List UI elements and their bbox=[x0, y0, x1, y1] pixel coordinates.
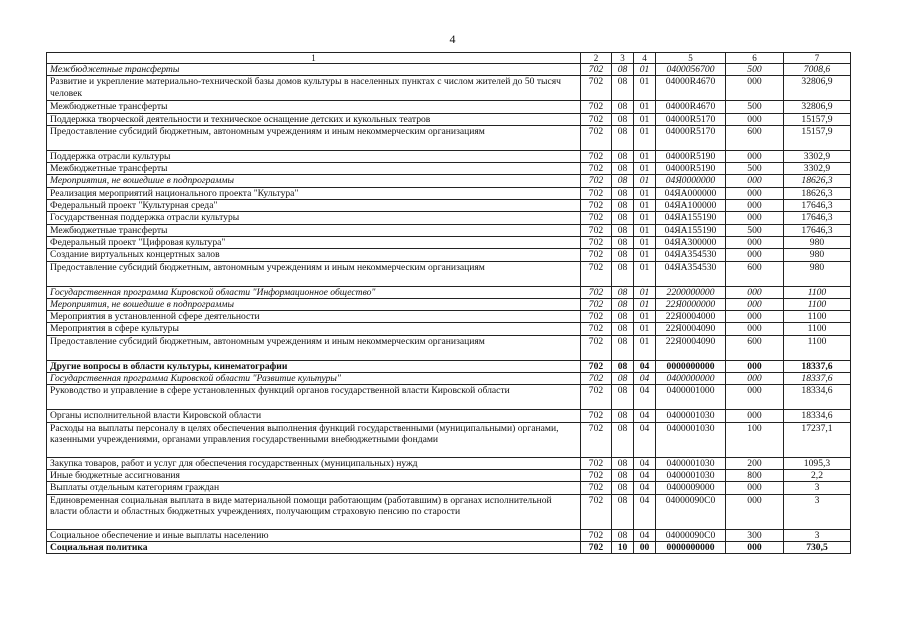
row-code-expense-type: 000 bbox=[726, 76, 784, 101]
column-header: 6 bbox=[726, 53, 784, 64]
row-name: Закупка товаров, работ и услуг для обеспечения государственных (муниципальных) нужд bbox=[47, 457, 581, 469]
row-code-expense-type: 000 bbox=[726, 200, 784, 212]
row-amount: 1100 bbox=[784, 311, 851, 323]
row-code-target: 04000090С0 bbox=[656, 494, 726, 529]
table-row bbox=[47, 76, 851, 101]
row-code-subsection: 04 bbox=[634, 385, 656, 410]
row-code-section: 08 bbox=[612, 261, 634, 286]
row-code-target: 0400000000 bbox=[656, 373, 726, 385]
row-code-subsection: 01 bbox=[634, 212, 656, 224]
row-code-section: 08 bbox=[612, 125, 634, 150]
table-row bbox=[47, 101, 851, 113]
row-code-ministry: 702 bbox=[581, 529, 612, 541]
table-row bbox=[47, 163, 851, 175]
table-row bbox=[47, 422, 851, 457]
table-row bbox=[47, 494, 851, 529]
row-code-subsection: 04 bbox=[634, 529, 656, 541]
row-amount: 980 bbox=[784, 236, 851, 248]
row-name: Реализация мероприятий национального проекта "Культура" bbox=[47, 187, 581, 199]
row-name: Создание виртуальных концертных залов bbox=[47, 249, 581, 261]
row-code-ministry: 702 bbox=[581, 200, 612, 212]
row-code-expense-type: 000 bbox=[726, 249, 784, 261]
row-code-subsection: 01 bbox=[634, 224, 656, 236]
row-code-section: 08 bbox=[612, 249, 634, 261]
row-code-subsection: 01 bbox=[634, 200, 656, 212]
row-code-section: 08 bbox=[612, 323, 634, 335]
table-row bbox=[47, 298, 851, 310]
row-code-subsection: 01 bbox=[634, 163, 656, 175]
table-row bbox=[47, 335, 851, 360]
row-code-section: 08 bbox=[612, 187, 634, 199]
row-code-target: 04ЯA354530 bbox=[656, 249, 726, 261]
row-code-ministry: 702 bbox=[581, 64, 612, 76]
row-name: Государственная поддержка отрасли культуры bbox=[47, 212, 581, 224]
row-name: Государственная программа Кировской области "Информационное общество" bbox=[47, 286, 581, 298]
table-row bbox=[47, 261, 851, 286]
row-code-section: 08 bbox=[612, 494, 634, 529]
row-code-target: 0000000000 bbox=[656, 541, 726, 553]
row-code-ministry: 702 bbox=[581, 150, 612, 162]
column-header: 4 bbox=[634, 53, 656, 64]
row-name: Поддержка отрасли культуры bbox=[47, 150, 581, 162]
row-amount: 3 bbox=[784, 482, 851, 494]
table-row bbox=[47, 236, 851, 248]
row-code-section: 08 bbox=[612, 101, 634, 113]
row-amount: 17646,3 bbox=[784, 224, 851, 236]
row-amount: 32806,9 bbox=[784, 101, 851, 113]
row-code-expense-type: 200 bbox=[726, 457, 784, 469]
row-name: Межбюджетные трансферты bbox=[47, 224, 581, 236]
row-amount: 18337,6 bbox=[784, 360, 851, 372]
table-row bbox=[47, 385, 851, 410]
row-code-target: 0000000000 bbox=[656, 360, 726, 372]
row-code-section: 08 bbox=[612, 385, 634, 410]
table-row bbox=[47, 150, 851, 162]
table-row bbox=[47, 469, 851, 481]
row-code-ministry: 702 bbox=[581, 457, 612, 469]
row-name: Мероприятия в сфере культуры bbox=[47, 323, 581, 335]
row-code-subsection: 01 bbox=[634, 175, 656, 187]
row-code-section: 08 bbox=[612, 224, 634, 236]
row-code-expense-type: 000 bbox=[726, 494, 784, 529]
row-code-ministry: 702 bbox=[581, 113, 612, 125]
row-code-target: 04ЯA155190 bbox=[656, 224, 726, 236]
table-row bbox=[47, 187, 851, 199]
row-name: Руководство и управление в сфере установленных функций органов государственной власти Кировской области bbox=[47, 385, 581, 410]
row-code-ministry: 702 bbox=[581, 311, 612, 323]
table-row bbox=[47, 457, 851, 469]
row-code-expense-type: 000 bbox=[726, 212, 784, 224]
row-code-section: 08 bbox=[612, 298, 634, 310]
row-name: Мероприятия, не вошедшие в подпрограммы bbox=[47, 298, 581, 310]
row-name: Социальная политика bbox=[47, 541, 581, 553]
row-code-expense-type: 600 bbox=[726, 335, 784, 360]
row-code-target: 04000R4670 bbox=[656, 76, 726, 101]
row-name: Другие вопросы в области культуры, кинематографии bbox=[47, 360, 581, 372]
row-name: Мероприятия в установленной сфере деятельности bbox=[47, 311, 581, 323]
row-code-section: 08 bbox=[612, 422, 634, 457]
row-code-target: 22Я0004000 bbox=[656, 311, 726, 323]
row-code-section: 08 bbox=[612, 311, 634, 323]
row-code-expense-type: 300 bbox=[726, 529, 784, 541]
row-amount: 17237,1 bbox=[784, 422, 851, 457]
table-row bbox=[47, 373, 851, 385]
table-row bbox=[47, 249, 851, 261]
row-amount: 7008,6 bbox=[784, 64, 851, 76]
row-code-target: 0400001030 bbox=[656, 422, 726, 457]
row-name: Развитие и укрепление материально-технической базы домов культуры в населенных пунктах с числом жителей до 50 тысяч человек bbox=[47, 76, 581, 101]
row-code-section: 08 bbox=[612, 163, 634, 175]
row-code-ministry: 702 bbox=[581, 482, 612, 494]
row-code-subsection: 01 bbox=[634, 261, 656, 286]
row-code-target: 0400001000 bbox=[656, 385, 726, 410]
row-code-section: 08 bbox=[612, 529, 634, 541]
row-code-section: 08 bbox=[612, 410, 634, 422]
row-amount: 3 bbox=[784, 529, 851, 541]
row-code-expense-type: 800 bbox=[726, 469, 784, 481]
table-row bbox=[47, 410, 851, 422]
row-code-ministry: 702 bbox=[581, 422, 612, 457]
row-amount: 15157,9 bbox=[784, 125, 851, 150]
row-code-ministry: 702 bbox=[581, 360, 612, 372]
table-row bbox=[47, 200, 851, 212]
column-header: 3 bbox=[612, 53, 634, 64]
row-code-subsection: 01 bbox=[634, 311, 656, 323]
row-amount: 3302,9 bbox=[784, 163, 851, 175]
table-row bbox=[47, 360, 851, 372]
row-code-section: 08 bbox=[612, 64, 634, 76]
row-amount: 1100 bbox=[784, 323, 851, 335]
row-code-section: 08 bbox=[612, 286, 634, 298]
table-row bbox=[47, 125, 851, 150]
row-name: Предоставление субсидий бюджетным, автономным учреждениям и иным некоммерческим организациям bbox=[47, 335, 581, 360]
budget-table bbox=[46, 52, 851, 554]
row-code-ministry: 702 bbox=[581, 410, 612, 422]
row-amount: 18334,6 bbox=[784, 410, 851, 422]
row-code-section: 08 bbox=[612, 360, 634, 372]
row-name: Предоставление субсидий бюджетным, автономным учреждениям и иным некоммерческим организациям bbox=[47, 125, 581, 150]
row-code-subsection: 01 bbox=[634, 335, 656, 360]
row-amount: 1095,3 bbox=[784, 457, 851, 469]
row-code-section: 08 bbox=[612, 200, 634, 212]
row-code-target: 04000R5190 bbox=[656, 150, 726, 162]
row-amount: 3302,9 bbox=[784, 150, 851, 162]
row-code-subsection: 04 bbox=[634, 373, 656, 385]
row-code-subsection: 01 bbox=[634, 64, 656, 76]
row-code-expense-type: 000 bbox=[726, 360, 784, 372]
row-code-ministry: 702 bbox=[581, 76, 612, 101]
row-code-ministry: 702 bbox=[581, 261, 612, 286]
column-header: 2 bbox=[581, 53, 612, 64]
row-amount: 18626,3 bbox=[784, 175, 851, 187]
row-amount: 18337,6 bbox=[784, 373, 851, 385]
row-code-ministry: 702 bbox=[581, 469, 612, 481]
row-amount: 1100 bbox=[784, 286, 851, 298]
row-code-subsection: 01 bbox=[634, 113, 656, 125]
row-code-target: 04000R4670 bbox=[656, 101, 726, 113]
row-code-subsection: 01 bbox=[634, 298, 656, 310]
row-code-subsection: 01 bbox=[634, 286, 656, 298]
row-name: Выплаты отдельным категориям граждан bbox=[47, 482, 581, 494]
row-code-expense-type: 500 bbox=[726, 101, 784, 113]
row-amount: 1100 bbox=[784, 298, 851, 310]
row-code-expense-type: 000 bbox=[726, 541, 784, 553]
row-code-subsection: 04 bbox=[634, 422, 656, 457]
row-code-target: 0400056700 bbox=[656, 64, 726, 76]
row-code-ministry: 702 bbox=[581, 298, 612, 310]
row-code-ministry: 702 bbox=[581, 163, 612, 175]
row-code-expense-type: 000 bbox=[726, 187, 784, 199]
row-amount: 17646,3 bbox=[784, 200, 851, 212]
table-row bbox=[47, 541, 851, 553]
row-name: Предоставление субсидий бюджетным, автономным учреждениям и иным некоммерческим организациям bbox=[47, 261, 581, 286]
row-code-subsection: 01 bbox=[634, 323, 656, 335]
row-code-ministry: 702 bbox=[581, 541, 612, 553]
row-code-target: 04ЯA155190 bbox=[656, 212, 726, 224]
row-code-ministry: 702 bbox=[581, 373, 612, 385]
row-code-subsection: 01 bbox=[634, 76, 656, 101]
row-code-ministry: 702 bbox=[581, 335, 612, 360]
row-code-target: 0400001030 bbox=[656, 410, 726, 422]
header-row bbox=[47, 53, 851, 64]
row-code-target: 22Я0004090 bbox=[656, 323, 726, 335]
row-code-section: 08 bbox=[612, 212, 634, 224]
row-code-target: 04ЯA354530 bbox=[656, 261, 726, 286]
table-row bbox=[47, 224, 851, 236]
row-code-expense-type: 000 bbox=[726, 286, 784, 298]
row-code-subsection: 04 bbox=[634, 482, 656, 494]
row-code-ministry: 702 bbox=[581, 125, 612, 150]
row-code-expense-type: 500 bbox=[726, 224, 784, 236]
row-code-section: 08 bbox=[612, 373, 634, 385]
row-code-expense-type: 500 bbox=[726, 163, 784, 175]
row-code-target: 04000R5170 bbox=[656, 113, 726, 125]
row-name: Единовременная социальная выплата в виде материальной помощи работающим (работавшим) в органах исполнительной власти области и областных бюджетных учреждениях, получающим страховую пенсию по старости bbox=[47, 494, 581, 529]
row-code-ministry: 702 bbox=[581, 212, 612, 224]
row-code-ministry: 702 bbox=[581, 187, 612, 199]
row-code-subsection: 04 bbox=[634, 457, 656, 469]
row-code-section: 08 bbox=[612, 76, 634, 101]
table-row bbox=[47, 113, 851, 125]
row-code-target: 04000R5190 bbox=[656, 163, 726, 175]
row-code-section: 08 bbox=[612, 113, 634, 125]
row-name: Органы исполнительной власти Кировской области bbox=[47, 410, 581, 422]
row-code-subsection: 04 bbox=[634, 494, 656, 529]
row-code-ministry: 702 bbox=[581, 286, 612, 298]
row-amount: 2,2 bbox=[784, 469, 851, 481]
table-row bbox=[47, 212, 851, 224]
row-code-section: 08 bbox=[612, 150, 634, 162]
row-name: Межбюджетные трансферты bbox=[47, 163, 581, 175]
row-code-ministry: 702 bbox=[581, 236, 612, 248]
row-code-target: 2200000000 bbox=[656, 286, 726, 298]
row-code-expense-type: 600 bbox=[726, 125, 784, 150]
table-row bbox=[47, 175, 851, 187]
row-code-target: 04ЯA100000 bbox=[656, 200, 726, 212]
row-amount: 3 bbox=[784, 494, 851, 529]
row-code-section: 08 bbox=[612, 482, 634, 494]
column-header: 1 bbox=[47, 53, 581, 64]
table-row bbox=[47, 286, 851, 298]
row-code-ministry: 702 bbox=[581, 494, 612, 529]
row-name: Федеральный проект "Цифровая культура" bbox=[47, 236, 581, 248]
row-code-expense-type: 000 bbox=[726, 373, 784, 385]
row-code-ministry: 702 bbox=[581, 224, 612, 236]
row-amount: 1100 bbox=[784, 335, 851, 360]
row-amount: 980 bbox=[784, 249, 851, 261]
row-code-expense-type: 000 bbox=[726, 298, 784, 310]
row-code-target: 22Я0004090 bbox=[656, 335, 726, 360]
row-code-ministry: 702 bbox=[581, 249, 612, 261]
row-code-section: 08 bbox=[612, 236, 634, 248]
row-code-target: 04000R5170 bbox=[656, 125, 726, 150]
row-code-section: 08 bbox=[612, 469, 634, 481]
row-code-target: 0400001030 bbox=[656, 469, 726, 481]
row-amount: 32806,9 bbox=[784, 76, 851, 101]
row-code-expense-type: 000 bbox=[726, 150, 784, 162]
page-number: 4 bbox=[449, 32, 456, 46]
row-code-subsection: 04 bbox=[634, 360, 656, 372]
row-amount: 15157,9 bbox=[784, 113, 851, 125]
row-code-expense-type: 000 bbox=[726, 482, 784, 494]
row-code-subsection: 01 bbox=[634, 125, 656, 150]
row-name: Межбюджетные трансферты bbox=[47, 101, 581, 113]
row-code-target: 04ЯA000000 bbox=[656, 187, 726, 199]
row-code-section: 08 bbox=[612, 457, 634, 469]
row-code-target: 04000090С0 bbox=[656, 529, 726, 541]
row-code-section: 08 bbox=[612, 335, 634, 360]
row-code-ministry: 702 bbox=[581, 101, 612, 113]
table-row bbox=[47, 529, 851, 541]
row-code-subsection: 01 bbox=[634, 150, 656, 162]
row-code-target: 0400001030 bbox=[656, 457, 726, 469]
row-code-subsection: 01 bbox=[634, 101, 656, 113]
table-row bbox=[47, 323, 851, 335]
row-code-expense-type: 600 bbox=[726, 261, 784, 286]
row-code-subsection: 01 bbox=[634, 236, 656, 248]
row-code-ministry: 702 bbox=[581, 385, 612, 410]
row-code-ministry: 702 bbox=[581, 323, 612, 335]
row-code-subsection: 00 bbox=[634, 541, 656, 553]
row-code-subsection: 01 bbox=[634, 249, 656, 261]
column-header: 7 bbox=[784, 53, 851, 64]
row-code-ministry: 702 bbox=[581, 175, 612, 187]
row-name: Поддержка творческой деятельности и техническое оснащение детских и кукольных театров bbox=[47, 113, 581, 125]
row-name: Иные бюджетные ассигнования bbox=[47, 469, 581, 481]
row-code-expense-type: 100 bbox=[726, 422, 784, 457]
row-amount: 18626,3 bbox=[784, 187, 851, 199]
table-row bbox=[47, 482, 851, 494]
row-code-subsection: 04 bbox=[634, 410, 656, 422]
row-name: Социальное обеспечение и иные выплаты населению bbox=[47, 529, 581, 541]
row-code-expense-type: 000 bbox=[726, 323, 784, 335]
row-code-target: 04Я0000000 bbox=[656, 175, 726, 187]
row-code-expense-type: 500 bbox=[726, 64, 784, 76]
row-name: Федеральный проект "Культурная среда" bbox=[47, 200, 581, 212]
row-code-expense-type: 000 bbox=[726, 385, 784, 410]
row-code-expense-type: 000 bbox=[726, 175, 784, 187]
row-name: Расходы на выплаты персоналу в целях обеспечения выполнения функций государственными (муниципальными) органами, казенными учреждениями, органами управления государственными внебюджетными фондами bbox=[47, 422, 581, 457]
row-amount: 730,5 bbox=[784, 541, 851, 553]
row-name: Мероприятия, не вошедшие в подпрограммы bbox=[47, 175, 581, 187]
row-name: Государственная программа Кировской области "Развитие культуры" bbox=[47, 373, 581, 385]
row-code-section: 08 bbox=[612, 175, 634, 187]
row-code-subsection: 04 bbox=[634, 469, 656, 481]
row-code-expense-type: 000 bbox=[726, 113, 784, 125]
row-code-expense-type: 000 bbox=[726, 311, 784, 323]
row-amount: 17646,3 bbox=[784, 212, 851, 224]
table-row bbox=[47, 64, 851, 76]
row-amount: 18334,6 bbox=[784, 385, 851, 410]
row-code-subsection: 01 bbox=[634, 187, 656, 199]
row-code-target: 0400009000 bbox=[656, 482, 726, 494]
table-row bbox=[47, 311, 851, 323]
column-header: 5 bbox=[656, 53, 726, 64]
row-amount: 980 bbox=[784, 261, 851, 286]
row-code-section: 10 bbox=[612, 541, 634, 553]
row-code-expense-type: 000 bbox=[726, 410, 784, 422]
row-code-target: 22Я0000000 bbox=[656, 298, 726, 310]
row-name: Межбюджетные трансферты bbox=[47, 64, 581, 76]
row-code-target: 04ЯA300000 bbox=[656, 236, 726, 248]
row-code-expense-type: 000 bbox=[726, 236, 784, 248]
